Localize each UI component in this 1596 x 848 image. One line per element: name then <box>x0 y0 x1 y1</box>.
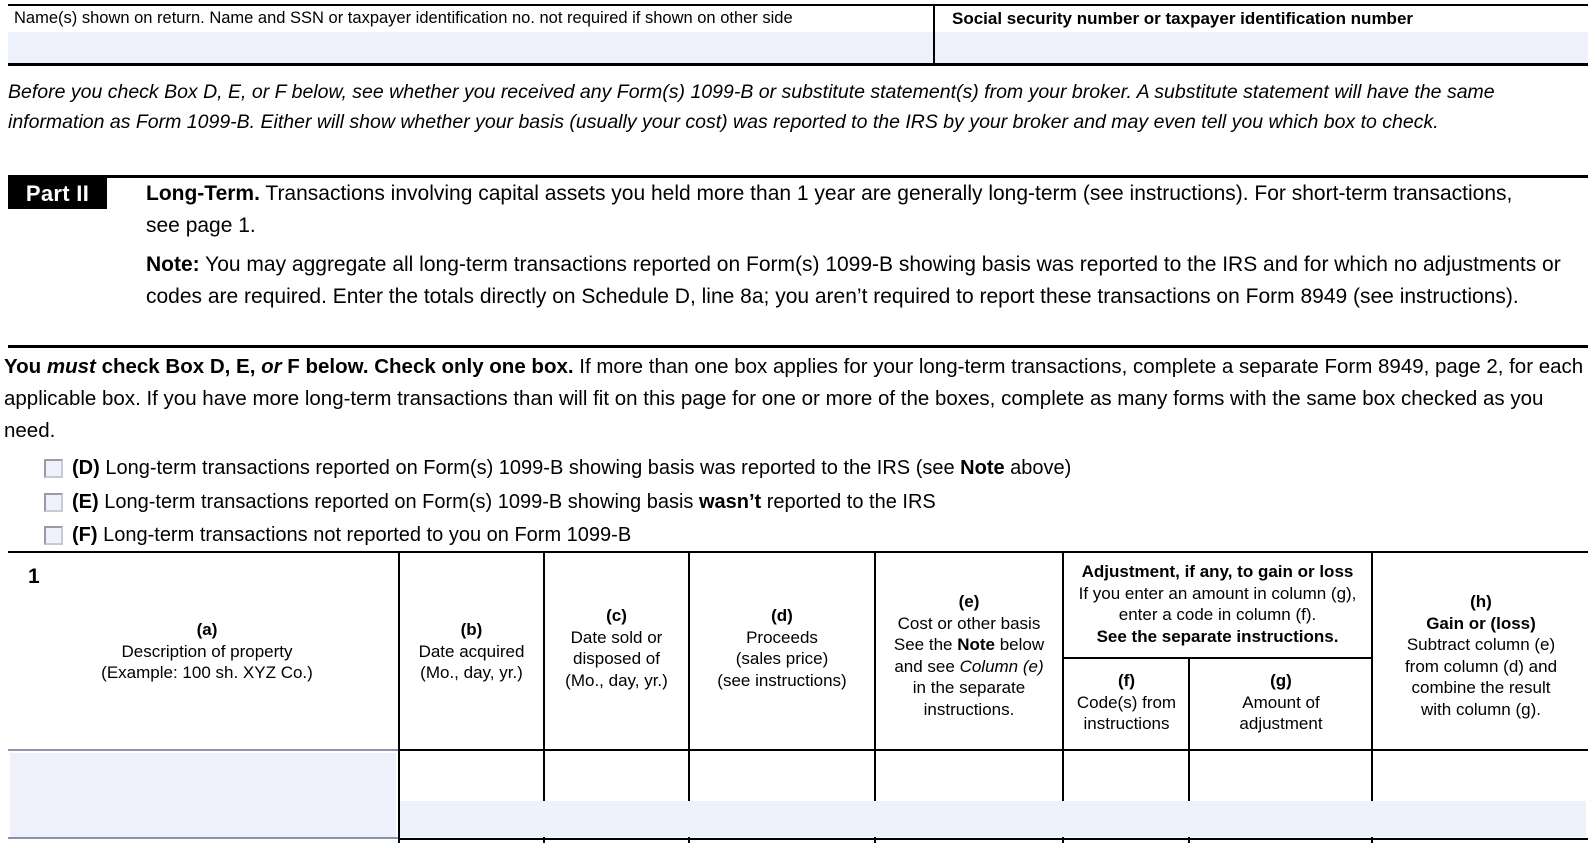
checkbox-d-pre: Long-term transactions reported on Form(s) 1099-B showing basis was reported to the IRS (see <box>99 457 961 479</box>
column-header-e <box>878 591 1060 720</box>
adjustment-line2: enter a code in column (f). <box>1118 605 1317 625</box>
taxpayer-identification-band <box>8 4 1588 66</box>
must-check-rest: If more than one box applies for your long-term transactions, complete a separate Form 8949, page 2, for each applicable box. If you have more long-term transactions than will fit on this page for one or more of the boxes, complete as many forms with the same box checked as you need. <box>4 355 1584 442</box>
column-g-line1: Amount of <box>1242 692 1320 712</box>
name-field-cell[interactable] <box>8 6 935 63</box>
checkbox-e-label <box>72 490 936 514</box>
column-header-g <box>1192 670 1370 735</box>
note-body: You may aggregate all long-term transactions reported on Form(s) 1099-B showing basis was reported to the IRS and for which no adjustments or codes are required. Enter the totals directly on Schedule D, line 8a; you aren’t required to report these transactions on Form 8949 (see instructions). <box>146 253 1561 308</box>
column-d-tag: (d) <box>771 606 793 625</box>
column-e-note-emphasis: Note <box>957 635 995 655</box>
must-check-b3: F below. Check only one box. <box>281 355 574 378</box>
must-check-top-rule <box>8 345 1588 348</box>
column-e-line1: Cost or other basis <box>897 613 1041 633</box>
row-1-cell-a-fill[interactable] <box>10 753 396 837</box>
row-1-cell-f[interactable] <box>1064 753 1186 837</box>
column-header-b <box>402 619 541 684</box>
column-h-line3: combine the result <box>1411 678 1551 698</box>
column-f-line2: instructions <box>1083 714 1170 734</box>
must-check-paragraph <box>4 351 1584 446</box>
column-f-line1: Code(s) from <box>1076 692 1177 712</box>
column-h-title: Gain or (loss) <box>1426 613 1536 633</box>
column-e-line4: in the separate <box>912 678 1026 698</box>
column-h-line1: Subtract column (e) <box>1406 635 1556 655</box>
column-b-tag: (b) <box>460 620 483 639</box>
adjustment-line1: If you enter an amount in column (g), <box>1078 583 1357 603</box>
checkbox-d-letter: (D) <box>72 457 100 479</box>
row-1-cell-d[interactable] <box>690 753 872 837</box>
checkbox-d-label <box>72 456 1071 480</box>
column-e-line3a: and see <box>894 656 960 676</box>
column-g-tag: (g) <box>1270 671 1292 690</box>
column-h-line4: with column (g). <box>1421 699 1541 719</box>
checkbox-d[interactable] <box>44 459 63 478</box>
long-term-note <box>146 249 1566 313</box>
table-row-number: 1 <box>28 565 40 588</box>
checkbox-f-label <box>72 523 631 547</box>
column-a-tag: (a) <box>196 620 218 639</box>
column-c-line1: Date sold or <box>570 627 663 647</box>
row-1-cell-b[interactable] <box>400 753 541 837</box>
intro-paragraph: Before you check Box D, E, or F below, see whether you received any Form(s) 1099-B or substitute statement(s) from your broker. A substitute statement will have the same information as Form 1099-B. Either will show whether your basis (usually your cost) was reported to the IRS by your broker and may even tell you which box to check. <box>8 81 1495 133</box>
checkbox-d-em: Note <box>960 457 1005 479</box>
column-b-line2: (Mo., day, yr.) <box>420 663 523 683</box>
checkbox-row-d[interactable] <box>44 456 1071 480</box>
column-header-a <box>18 619 396 684</box>
checkbox-f[interactable] <box>44 526 63 545</box>
column-c-tag: (c) <box>606 606 627 625</box>
part-ii-badge: Part II <box>8 178 107 209</box>
column-g-line2: adjustment <box>1239 714 1323 734</box>
column-d-line1: Proceeds <box>746 627 818 647</box>
column-f-tag: (f) <box>1118 671 1135 690</box>
column-h-tag: (h) <box>1470 592 1492 611</box>
long-term-heading: Long-Term. <box>146 182 260 205</box>
column-header-c <box>547 605 686 691</box>
must-check-b2: check Box D, E, <box>95 355 262 378</box>
row-1-cell-g[interactable] <box>1190 753 1369 837</box>
adjustment-split-rule <box>1062 657 1373 659</box>
column-e-line2c: below <box>994 635 1045 655</box>
column-header-h <box>1376 591 1586 720</box>
column-c-line2: disposed of <box>573 649 660 669</box>
row-1-top-gray-rule <box>8 749 398 751</box>
column-h-line2: from column (d) and <box>1404 656 1558 676</box>
adjustment-title: Adjustment, if any, to gain or loss <box>1081 562 1354 581</box>
row-1-cell-e[interactable] <box>876 753 1060 837</box>
checkbox-e[interactable] <box>44 493 63 512</box>
checkbox-row-f[interactable] <box>44 523 631 547</box>
ssn-field-cell[interactable] <box>935 6 1588 63</box>
checkbox-e-pre: Long-term transactions reported on Form(s) 1099-B showing basis <box>98 491 699 513</box>
checkbox-f-pre: Long-term transactions not reported to you on Form 1099-B <box>97 524 632 546</box>
must-check-i2: or <box>261 355 282 378</box>
column-d-line3: (see instructions) <box>717 670 847 690</box>
name-field-label: Name(s) shown on return. Name and SSN or taxpayer identification no. not required if shown on other side <box>14 9 797 28</box>
column-e-line2a: See the <box>893 635 958 655</box>
checkbox-e-em: wasn’t <box>698 491 762 513</box>
row-1-bottom-gray-rule <box>8 837 398 839</box>
checkbox-d-post: above) <box>1004 457 1072 479</box>
checkbox-f-letter: (F) <box>72 524 98 546</box>
column-b-line1: Date acquired <box>418 641 525 661</box>
checkbox-row-e[interactable] <box>44 490 936 514</box>
adjustment-group-header <box>1066 561 1369 647</box>
column-e-tag: (e) <box>958 592 980 611</box>
column-header-d <box>692 605 872 691</box>
checkbox-e-letter: (E) <box>72 491 99 513</box>
row-1-bottom-rule <box>398 838 1588 840</box>
must-check-b1: You <box>4 355 47 378</box>
column-e-column-reference: Column (e) <box>959 656 1044 676</box>
row-1-cell-h[interactable] <box>1373 753 1586 837</box>
column-header-f <box>1066 670 1187 735</box>
column-c-line3: (Mo., day, yr.) <box>565 670 668 690</box>
adjustment-line3: See the separate instructions. <box>1096 626 1339 646</box>
column-e-line5: instructions. <box>923 699 1015 719</box>
column-d-line2: (sales price) <box>735 649 829 669</box>
column-a-line1: Description of property <box>121 641 293 661</box>
must-check-i1: must <box>46 355 96 378</box>
checkbox-e-post: reported to the IRS <box>761 491 936 513</box>
note-heading: Note: <box>146 253 200 276</box>
ssn-field-label: Social security number or taxpayer identification number <box>952 9 1414 28</box>
long-term-body: Transactions involving capital assets you held more than 1 year are generally long-term (see instructions). For short-term transactions, see page 1. <box>146 182 1513 237</box>
transactions-table <box>8 551 1588 841</box>
column-a-line2: (Example: 100 sh. XYZ Co.) <box>101 663 313 683</box>
row-1-cell-c[interactable] <box>545 753 686 837</box>
long-term-description <box>146 178 1546 242</box>
